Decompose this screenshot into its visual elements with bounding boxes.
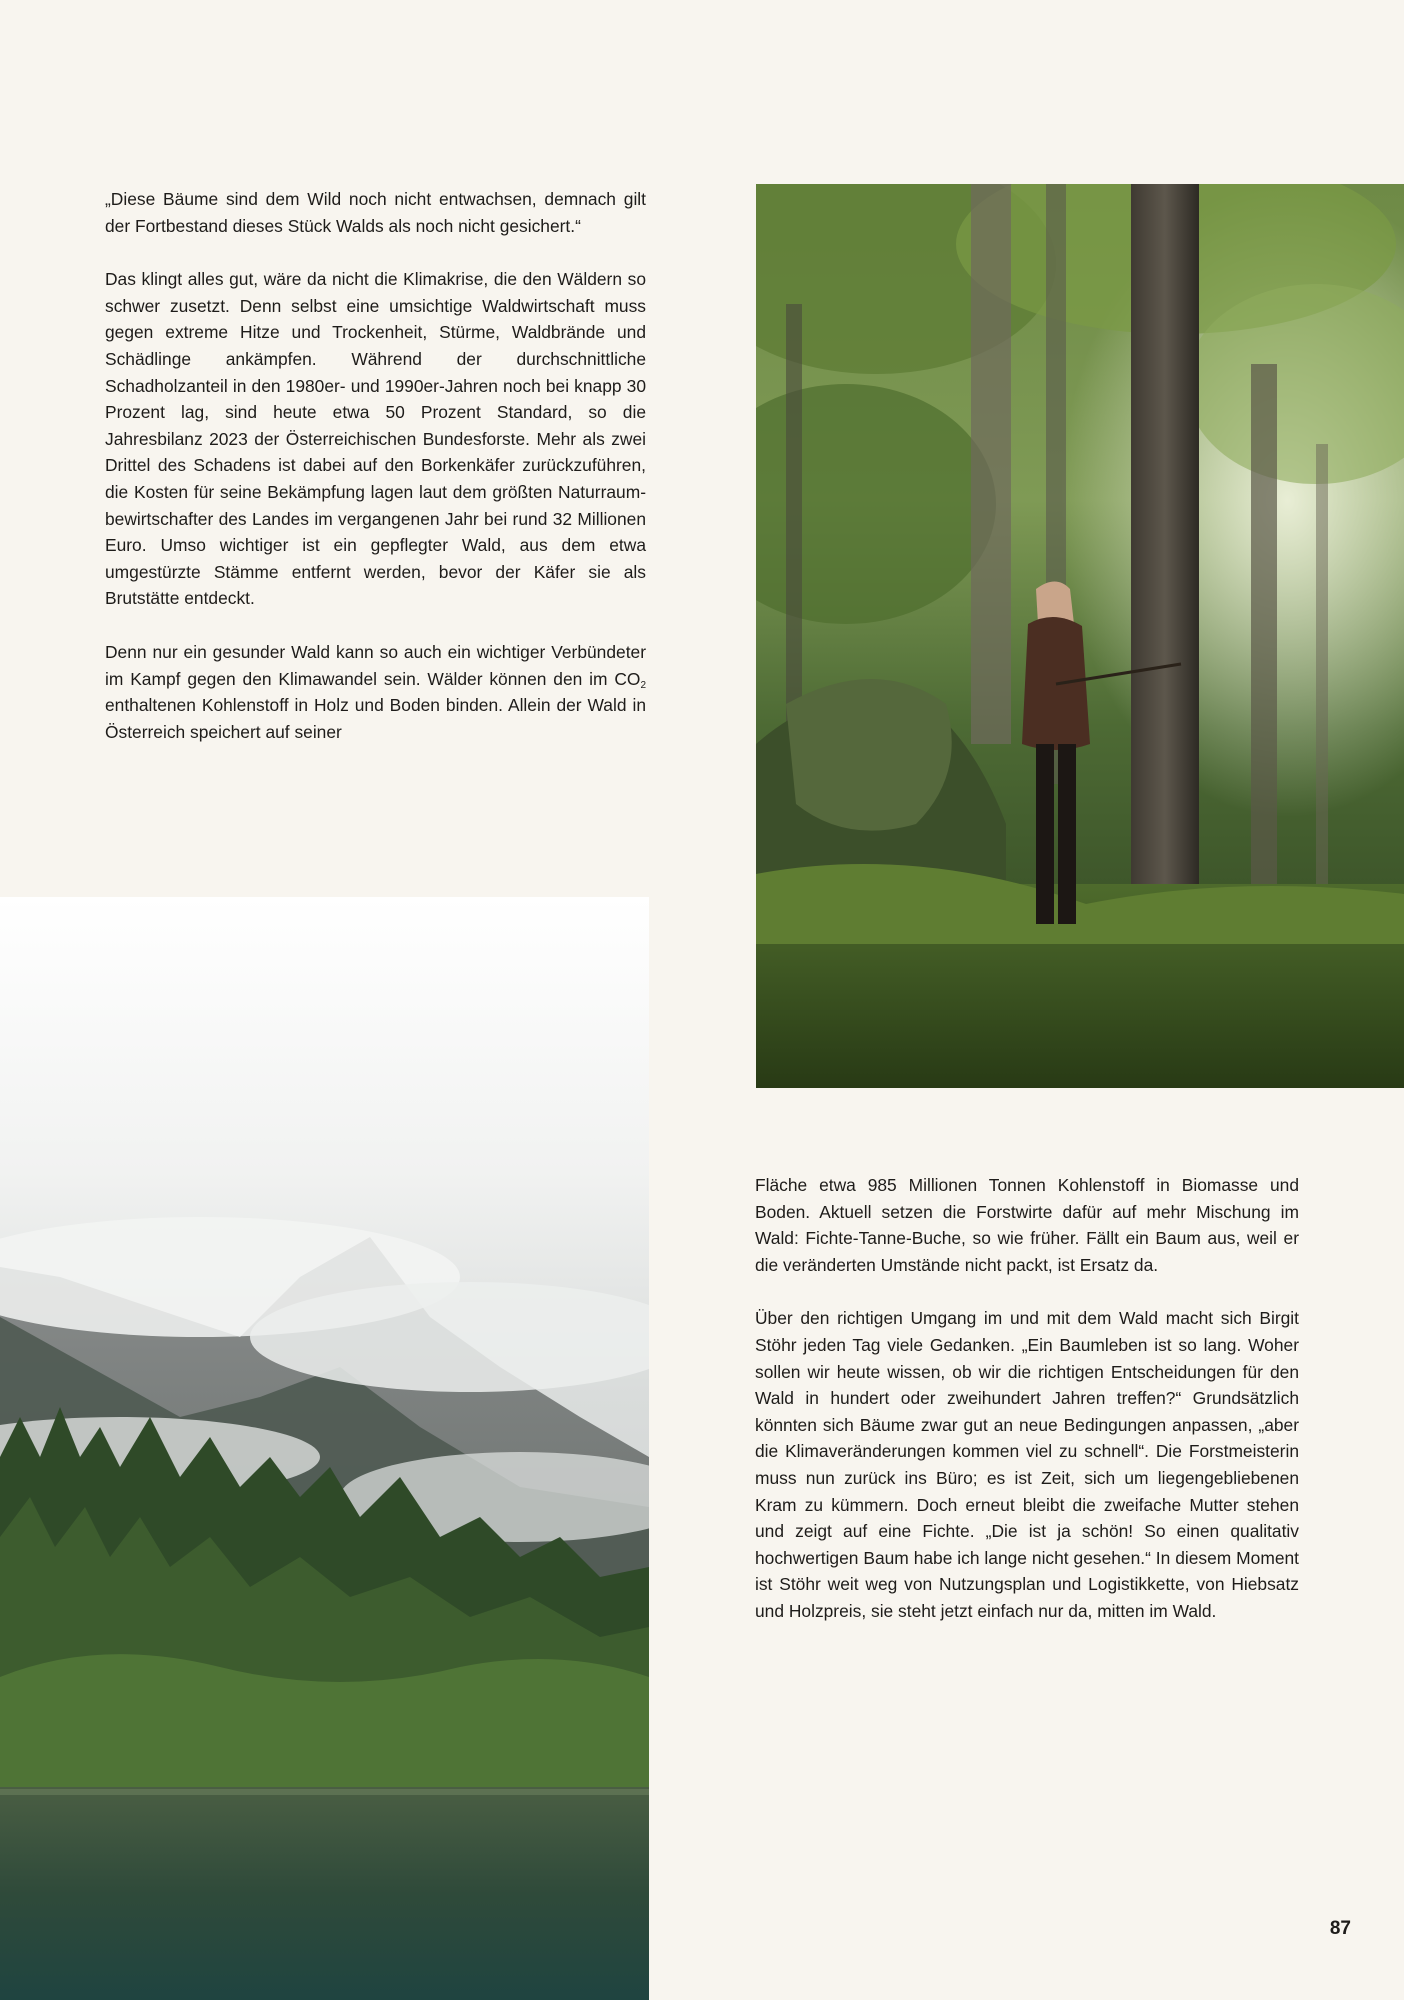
right-text-column [755, 1172, 1299, 1625]
paragraph [105, 639, 646, 745]
paragraph: „Diese Bäume sind dem Wild noch nicht entwachsen, demnach gilt der Fortbestand dieses Stück Walds als noch nicht gesichert.“ [105, 189, 646, 236]
subscript: 2 [640, 679, 646, 691]
paragraph: Fläche etwa 985 Millionen Tonnen Kohlenstoff in Biomasse und Boden. Aktuell setzen die Forstwirte dafür auf mehr Mischung im Wald: Fichte-Tanne-Buche, so wie früher. Fällt ein Baum aus, weil er die veränderten Umstände nicht packt, ist Ersatz da. [755, 1175, 1299, 1275]
paragraph: Das klingt alles gut, wäre da nicht die Klimakrise, die den Wäldern so schwer zusetzt. Denn selbst eine umsichtige Waldwirtschaft muss gegen extreme Hitze und Trockenheit, Stürme, Waldbrände und Schädlinge ankämpfen. Während der durchschnittliche Schadholzanteil in den 1980er- und 1990er-Jahren noch bei knapp 30 Prozent lag, sind heute etwa 50 Prozent Standard, so die Jahresbilanz 2023 der Österreichischen Bundesforste. Mehr als zwei Drittel des Schadens ist dabei auf den Borkenkäfer zurückzuführen, die Kosten für seine Bekämpfung lagen laut dem größten Naturraumbewirtschafter des Landes im vergangenen Jahr bei rund 32 Millionen Euro. Umso wichtiger ist ein gepflegter Wald, aus dem etwa umgestürzte Stämme entfernt werden, bevor der Käfer sie als Brutstätte entdeckt. [105, 269, 646, 609]
lake-mountain-photo [0, 897, 649, 2000]
paragraph: Über den richtigen Umgang im und mit dem Wald macht sich Birgit Stöhr jeden Tag viele Gedanken. „Ein Baumleben ist so lang. Woher sollen wir heute wissen, ob wir die richtigen Entscheidungen für den Wald in hundert oder zweihundert Jahren treffen?“ Grundsätzlich könnten sich Bäume zwar gut an neue Bedingungen anpassen, „aber die Klimaveränderungen kommen viel zu schnell“. Die Forstmeisterin muss nun zurück ins Büro; es ist Zeit, sich um liegengebliebenen Kram zu kümmern. Doch erneut bleibt die zweifache Mutter stehen und zeigt auf eine Fichte. „Die ist ja schön! So einen qualitativ hochwertigen Baum habe ich lange nicht gesehen.“ In diesem Moment ist Stöhr weit weg von Nutzungsplan und Logistikkette, von Hiebsatz und Holzpreis, sie steht jetzt einfach nur da, mitten im Wald. [755, 1308, 1299, 1621]
lake-mountain-photo-illustration [0, 897, 649, 2000]
forest-photo [756, 184, 1404, 1088]
page-number: 87 [1329, 1918, 1351, 1939]
forest-photo-illustration [756, 184, 1404, 1088]
left-text-column [105, 186, 646, 745]
text-span: Denn nur ein gesunder Wald kann so auch ein wichtiger Verbündeter im Kampf gegen den Klimawandel sein. Wälder können den im CO [105, 641, 646, 689]
text-span: enthaltenen Kohlenstoff in Holz und Boden binden. Allein der Wald in Österreich speichert auf seiner [105, 695, 646, 742]
